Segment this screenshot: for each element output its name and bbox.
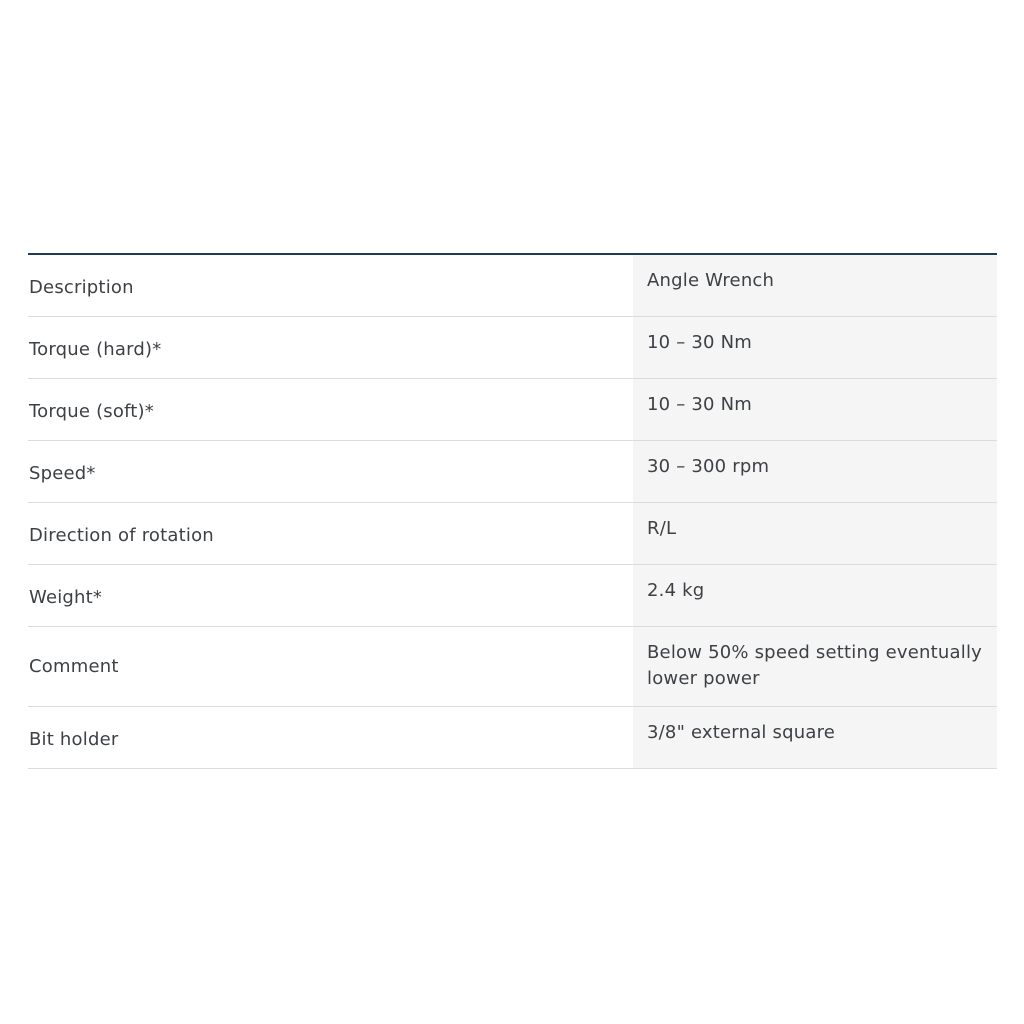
spec-label: Comment: [29, 655, 119, 677]
spec-label: Torque (hard)*: [29, 338, 162, 360]
spec-table: [28, 253, 997, 769]
spec-value: 2.4 kg: [633, 565, 997, 626]
spec-row-speed: [28, 441, 997, 503]
spec-label: Weight*: [29, 586, 103, 608]
spec-label: Direction of rotation: [29, 524, 214, 546]
spec-row-torque-soft: [28, 379, 997, 441]
spec-row-comment: [28, 627, 997, 707]
spec-value: 3/8" external square: [633, 707, 997, 768]
spec-label: Torque (soft)*: [29, 400, 154, 422]
spec-value: R/L: [633, 503, 997, 564]
spec-value: Below 50% speed setting eventually lower power: [633, 627, 997, 706]
spec-row-bit-holder: [28, 707, 997, 769]
spec-value: 10 – 30 Nm: [633, 317, 997, 378]
spec-row-description: [28, 255, 997, 317]
spec-label: Description: [29, 276, 134, 298]
spec-value: Angle Wrench: [633, 255, 997, 316]
spec-label: Speed*: [29, 462, 96, 484]
spec-label: Bit holder: [29, 728, 119, 750]
spec-row-weight: [28, 565, 997, 627]
spec-row-direction: [28, 503, 997, 565]
spec-value: 30 – 300 rpm: [633, 441, 997, 502]
spec-value: 10 – 30 Nm: [633, 379, 997, 440]
spec-row-torque-hard: [28, 317, 997, 379]
